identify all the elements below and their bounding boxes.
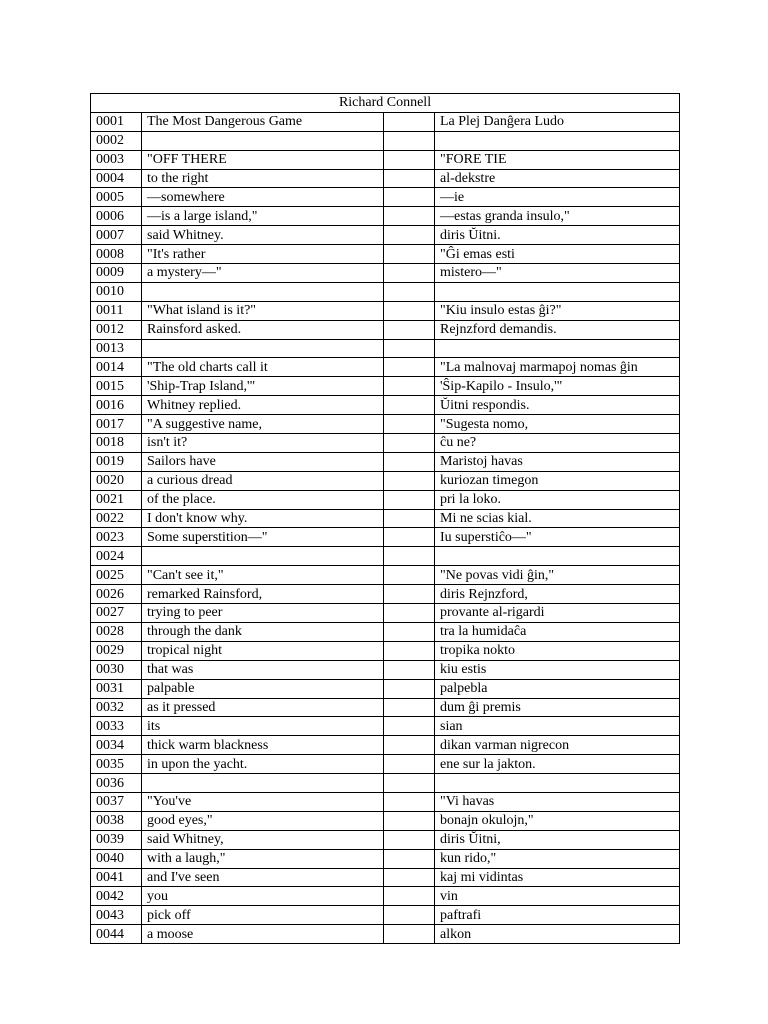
esperanto-text-cell: diris Ŭitni.	[435, 226, 680, 245]
english-text-cell: —is a large island,"	[142, 207, 384, 226]
esperanto-text-cell	[435, 547, 680, 566]
line-number-cell: 0016	[91, 396, 142, 415]
empty-cell	[384, 585, 435, 604]
line-number-cell: 0006	[91, 207, 142, 226]
english-text-cell: Rainsford asked.	[142, 320, 384, 339]
table-row	[91, 415, 680, 434]
table-row	[91, 377, 680, 396]
table-row	[91, 150, 680, 169]
line-number-cell: 0040	[91, 849, 142, 868]
line-number-cell: 0031	[91, 679, 142, 698]
empty-cell	[384, 830, 435, 849]
esperanto-text-cell: —estas granda insulo,"	[435, 207, 680, 226]
esperanto-text-cell: Rejnzford demandis.	[435, 320, 680, 339]
table-row	[91, 849, 680, 868]
esperanto-text-cell: provante al-rigardi	[435, 604, 680, 623]
table-row	[91, 339, 680, 358]
esperanto-text-cell	[435, 131, 680, 150]
empty-cell	[384, 774, 435, 793]
english-text-cell: said Whitney.	[142, 226, 384, 245]
line-number-cell: 0029	[91, 641, 142, 660]
line-number-cell: 0018	[91, 434, 142, 453]
empty-cell	[384, 849, 435, 868]
empty-cell	[384, 868, 435, 887]
esperanto-text-cell: kun rido,"	[435, 849, 680, 868]
table-row	[91, 585, 680, 604]
english-text-cell	[142, 131, 384, 150]
table-row	[91, 207, 680, 226]
english-text-cell: with a laugh,"	[142, 849, 384, 868]
empty-cell	[384, 622, 435, 641]
empty-cell	[384, 925, 435, 944]
line-number-cell: 0019	[91, 452, 142, 471]
esperanto-text-cell: palpebla	[435, 679, 680, 698]
esperanto-text-cell: "Sugesta nomo,	[435, 415, 680, 434]
empty-cell	[384, 131, 435, 150]
empty-cell	[384, 547, 435, 566]
esperanto-text-cell: al-dekstre	[435, 169, 680, 188]
table-row	[91, 471, 680, 490]
table-row	[91, 396, 680, 415]
table-row	[91, 566, 680, 585]
empty-cell	[384, 566, 435, 585]
line-number-cell: 0039	[91, 830, 142, 849]
esperanto-text-cell: kaj mi vidintas	[435, 868, 680, 887]
empty-cell	[384, 736, 435, 755]
table-row	[91, 792, 680, 811]
english-text-cell: trying to peer	[142, 604, 384, 623]
empty-cell	[384, 717, 435, 736]
empty-cell	[384, 755, 435, 774]
empty-cell	[384, 396, 435, 415]
table-row	[91, 887, 680, 906]
empty-cell	[384, 906, 435, 925]
empty-cell	[384, 490, 435, 509]
esperanto-text-cell: tra la humidaĉa	[435, 622, 680, 641]
table-row	[91, 264, 680, 283]
empty-cell	[384, 112, 435, 131]
line-number-cell: 0020	[91, 471, 142, 490]
english-text-cell: you	[142, 887, 384, 906]
empty-cell	[384, 169, 435, 188]
esperanto-text-cell: pri la loko.	[435, 490, 680, 509]
line-number-cell: 0013	[91, 339, 142, 358]
line-number-cell: 0037	[91, 792, 142, 811]
esperanto-text-cell: vin	[435, 887, 680, 906]
title-row	[91, 94, 680, 113]
table-body	[91, 112, 680, 943]
line-number-cell: 0002	[91, 131, 142, 150]
line-number-cell: 0035	[91, 755, 142, 774]
empty-cell	[384, 452, 435, 471]
table-row	[91, 112, 680, 131]
line-number-cell: 0026	[91, 585, 142, 604]
table-row	[91, 528, 680, 547]
line-number-cell: 0044	[91, 925, 142, 944]
english-text-cell: "The old charts call it	[142, 358, 384, 377]
english-text-cell: a moose	[142, 925, 384, 944]
line-number-cell: 0036	[91, 774, 142, 793]
english-text-cell: good eyes,"	[142, 811, 384, 830]
english-text-cell: —somewhere	[142, 188, 384, 207]
english-text-cell: its	[142, 717, 384, 736]
line-number-cell: 0004	[91, 169, 142, 188]
line-number-cell: 0009	[91, 264, 142, 283]
line-number-cell: 0030	[91, 660, 142, 679]
english-text-cell: "What island is it?"	[142, 301, 384, 320]
english-text-cell: a curious dread	[142, 471, 384, 490]
esperanto-text-cell: bonajn okulojn,"	[435, 811, 680, 830]
esperanto-text-cell	[435, 774, 680, 793]
line-number-cell: 0011	[91, 301, 142, 320]
english-text-cell: that was	[142, 660, 384, 679]
esperanto-text-cell: dikan varman nigrecon	[435, 736, 680, 755]
line-number-cell: 0042	[91, 887, 142, 906]
esperanto-text-cell: —ie	[435, 188, 680, 207]
english-text-cell: 'Ship-Trap Island,'"	[142, 377, 384, 396]
esperanto-text-cell: ĉu ne?	[435, 434, 680, 453]
table-row	[91, 226, 680, 245]
esperanto-text-cell: Ŭitni respondis.	[435, 396, 680, 415]
empty-cell	[384, 528, 435, 547]
esperanto-text-cell: paftrafi	[435, 906, 680, 925]
empty-cell	[384, 339, 435, 358]
english-text-cell: and I've seen	[142, 868, 384, 887]
empty-cell	[384, 887, 435, 906]
empty-cell	[384, 679, 435, 698]
empty-cell	[384, 698, 435, 717]
english-text-cell: said Whitney,	[142, 830, 384, 849]
table-row	[91, 245, 680, 264]
esperanto-text-cell: 'Ŝip-Kapilo - Insulo,'"	[435, 377, 680, 396]
table-row	[91, 736, 680, 755]
english-text-cell: pick off	[142, 906, 384, 925]
table-row	[91, 434, 680, 453]
table-row	[91, 774, 680, 793]
english-text-cell: in upon the yacht.	[142, 755, 384, 774]
table-row	[91, 868, 680, 887]
table-row	[91, 358, 680, 377]
english-text-cell	[142, 547, 384, 566]
table-row	[91, 452, 680, 471]
english-text-cell: Sailors have	[142, 452, 384, 471]
english-text-cell: thick warm blackness	[142, 736, 384, 755]
esperanto-text-cell: ene sur la jakton.	[435, 755, 680, 774]
english-text-cell: "OFF THERE	[142, 150, 384, 169]
esperanto-text-cell: kiu estis	[435, 660, 680, 679]
line-number-cell: 0003	[91, 150, 142, 169]
line-number-cell: 0028	[91, 622, 142, 641]
line-number-cell: 0043	[91, 906, 142, 925]
table-row	[91, 490, 680, 509]
table-row	[91, 320, 680, 339]
empty-cell	[384, 320, 435, 339]
esperanto-text-cell	[435, 339, 680, 358]
english-text-cell: "You've	[142, 792, 384, 811]
english-text-cell: The Most Dangerous Game	[142, 112, 384, 131]
esperanto-text-cell: "Vi havas	[435, 792, 680, 811]
esperanto-text-cell: Maristoj havas	[435, 452, 680, 471]
table-row	[91, 679, 680, 698]
line-number-cell: 0034	[91, 736, 142, 755]
table-row	[91, 925, 680, 944]
english-text-cell: to the right	[142, 169, 384, 188]
english-text-cell	[142, 339, 384, 358]
esperanto-text-cell: La Plej Danĝera Ludo	[435, 112, 680, 131]
english-text-cell: "It's rather	[142, 245, 384, 264]
table-row	[91, 547, 680, 566]
empty-cell	[384, 509, 435, 528]
empty-cell	[384, 245, 435, 264]
esperanto-text-cell: sian	[435, 717, 680, 736]
empty-cell	[384, 207, 435, 226]
line-number-cell: 0012	[91, 320, 142, 339]
empty-cell	[384, 358, 435, 377]
esperanto-text-cell: mistero—"	[435, 264, 680, 283]
table-row	[91, 660, 680, 679]
empty-cell	[384, 188, 435, 207]
english-text-cell: tropical night	[142, 641, 384, 660]
table-row	[91, 755, 680, 774]
line-number-cell: 0025	[91, 566, 142, 585]
table-row	[91, 641, 680, 660]
english-text-cell: as it pressed	[142, 698, 384, 717]
table-row	[91, 622, 680, 641]
english-text-cell: of the place.	[142, 490, 384, 509]
empty-cell	[384, 641, 435, 660]
line-number-cell: 0038	[91, 811, 142, 830]
table-row	[91, 169, 680, 188]
esperanto-text-cell: Mi ne scias kial.	[435, 509, 680, 528]
table-row	[91, 906, 680, 925]
empty-cell	[384, 226, 435, 245]
line-number-cell: 0007	[91, 226, 142, 245]
esperanto-text-cell: alkon	[435, 925, 680, 944]
empty-cell	[384, 604, 435, 623]
line-number-cell: 0024	[91, 547, 142, 566]
esperanto-text-cell: "Ĝi emas esti	[435, 245, 680, 264]
esperanto-text-cell: "Kiu insulo estas ĝi?"	[435, 301, 680, 320]
esperanto-text-cell: "FORE TIE	[435, 150, 680, 169]
empty-cell	[384, 792, 435, 811]
line-number-cell: 0032	[91, 698, 142, 717]
esperanto-text-cell: kuriozan timegon	[435, 471, 680, 490]
table-row	[91, 604, 680, 623]
line-number-cell: 0021	[91, 490, 142, 509]
empty-cell	[384, 811, 435, 830]
table-row	[91, 811, 680, 830]
esperanto-text-cell: dum ĝi premis	[435, 698, 680, 717]
empty-cell	[384, 471, 435, 490]
line-number-cell: 0008	[91, 245, 142, 264]
line-number-cell: 0022	[91, 509, 142, 528]
line-number-cell: 0041	[91, 868, 142, 887]
empty-cell	[384, 377, 435, 396]
line-number-cell: 0023	[91, 528, 142, 547]
english-text-cell: isn't it?	[142, 434, 384, 453]
empty-cell	[384, 301, 435, 320]
empty-cell	[384, 282, 435, 301]
line-number-cell: 0027	[91, 604, 142, 623]
esperanto-text-cell	[435, 282, 680, 301]
english-text-cell: I don't know why.	[142, 509, 384, 528]
english-text-cell: Whitney replied.	[142, 396, 384, 415]
table-row	[91, 301, 680, 320]
english-text-cell: "Can't see it,"	[142, 566, 384, 585]
table-row	[91, 717, 680, 736]
line-number-cell: 0001	[91, 112, 142, 131]
english-text-cell: "A suggestive name,	[142, 415, 384, 434]
table-row	[91, 131, 680, 150]
line-number-cell: 0017	[91, 415, 142, 434]
table-row	[91, 509, 680, 528]
line-number-cell: 0014	[91, 358, 142, 377]
line-number-cell: 0005	[91, 188, 142, 207]
table-row	[91, 282, 680, 301]
esperanto-text-cell: diris Rejnzford,	[435, 585, 680, 604]
empty-cell	[384, 264, 435, 283]
translation-table	[90, 93, 680, 944]
english-text-cell: palpable	[142, 679, 384, 698]
esperanto-text-cell: Iu superstiĉo—"	[435, 528, 680, 547]
line-number-cell: 0015	[91, 377, 142, 396]
esperanto-text-cell: "La malnovaj marmapoj nomas ĝin	[435, 358, 680, 377]
empty-cell	[384, 150, 435, 169]
line-number-cell: 0033	[91, 717, 142, 736]
esperanto-text-cell: diris Ŭitni,	[435, 830, 680, 849]
esperanto-text-cell: "Ne povas vidi ĝin,"	[435, 566, 680, 585]
english-text-cell: remarked Rainsford,	[142, 585, 384, 604]
english-text-cell	[142, 774, 384, 793]
empty-cell	[384, 415, 435, 434]
english-text-cell	[142, 282, 384, 301]
english-text-cell: Some superstition—"	[142, 528, 384, 547]
table-row	[91, 698, 680, 717]
esperanto-text-cell: tropika nokto	[435, 641, 680, 660]
empty-cell	[384, 434, 435, 453]
english-text-cell: through the dank	[142, 622, 384, 641]
table-row	[91, 830, 680, 849]
document-title: Richard Connell	[91, 94, 680, 113]
empty-cell	[384, 660, 435, 679]
line-number-cell: 0010	[91, 282, 142, 301]
english-text-cell: a mystery—"	[142, 264, 384, 283]
table-row	[91, 188, 680, 207]
